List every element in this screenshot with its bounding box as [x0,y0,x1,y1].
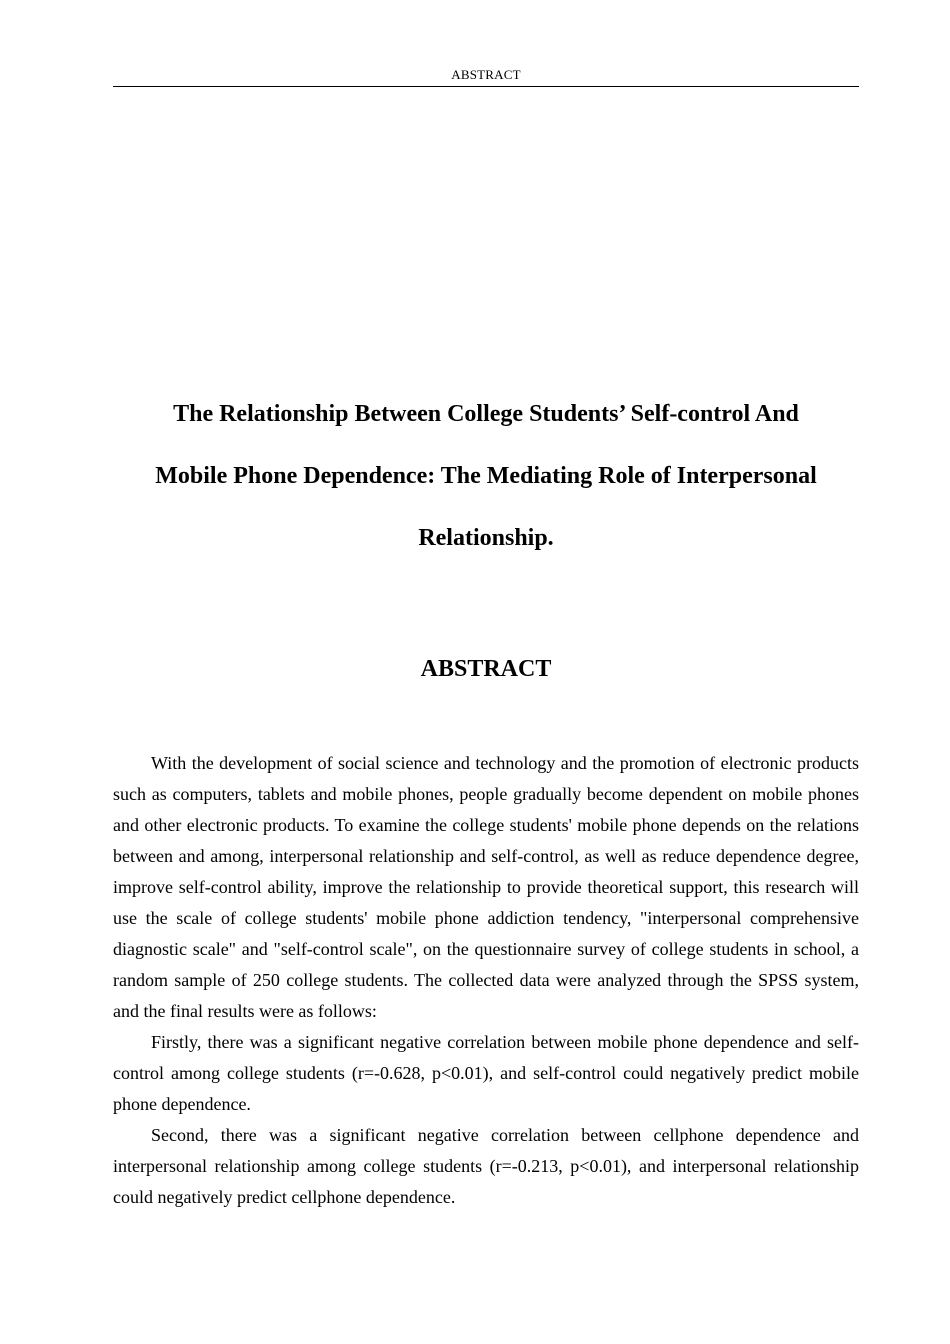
paper-title-line-2: Mobile Phone Dependence: The Mediating Role of Interpersonal [155,463,817,489]
header-rule [113,86,859,87]
abstract-paragraph-finding-1: Firstly, there was a significant negative correlation between mobile phone dependence and self-control among college students (r=-0.628, p<0.01), and self-control could negatively predict mobile phone dependence. [113,1032,859,1114]
abstract-body [113,748,859,1213]
abstract-paragraph-intro: With the development of social science and technology and the promotion of electronic products such as computers, tablets and mobile phones, people gradually become dependent on mobile phones and other electronic products. To examine the college students' mobile phone depends on the relations between and among, interpersonal relationship and self-control, as well as reduce dependence degree, improve self-control ability, improve the relationship to provide theoretical support, this research will use the scale of college students' mobile phone addiction tendency, "interpersonal comprehensive diagnostic scale" and "self-control scale", on the questionnaire survey of college students in school, a random sample of 250 college students. The collected data were analyzed through the SPSS system, and the final results were as follows: [113,753,859,1021]
paper-title-line-3: Relationship. [418,525,554,551]
abstract-paragraph-finding-2: Second, there was a significant negative correlation between cellphone dependence and interpersonal relationship among college students (r=-0.213, p<0.01), and interpersonal relationship could negatively predict cellphone dependence. [113,1125,859,1207]
abstract-heading: ABSTRACT [420,656,552,682]
paper-title-line-1: The Relationship Between College Students’ Self-control And [173,401,799,427]
running-header: ABSTRACT [451,67,521,82]
paper-title [113,383,859,569]
